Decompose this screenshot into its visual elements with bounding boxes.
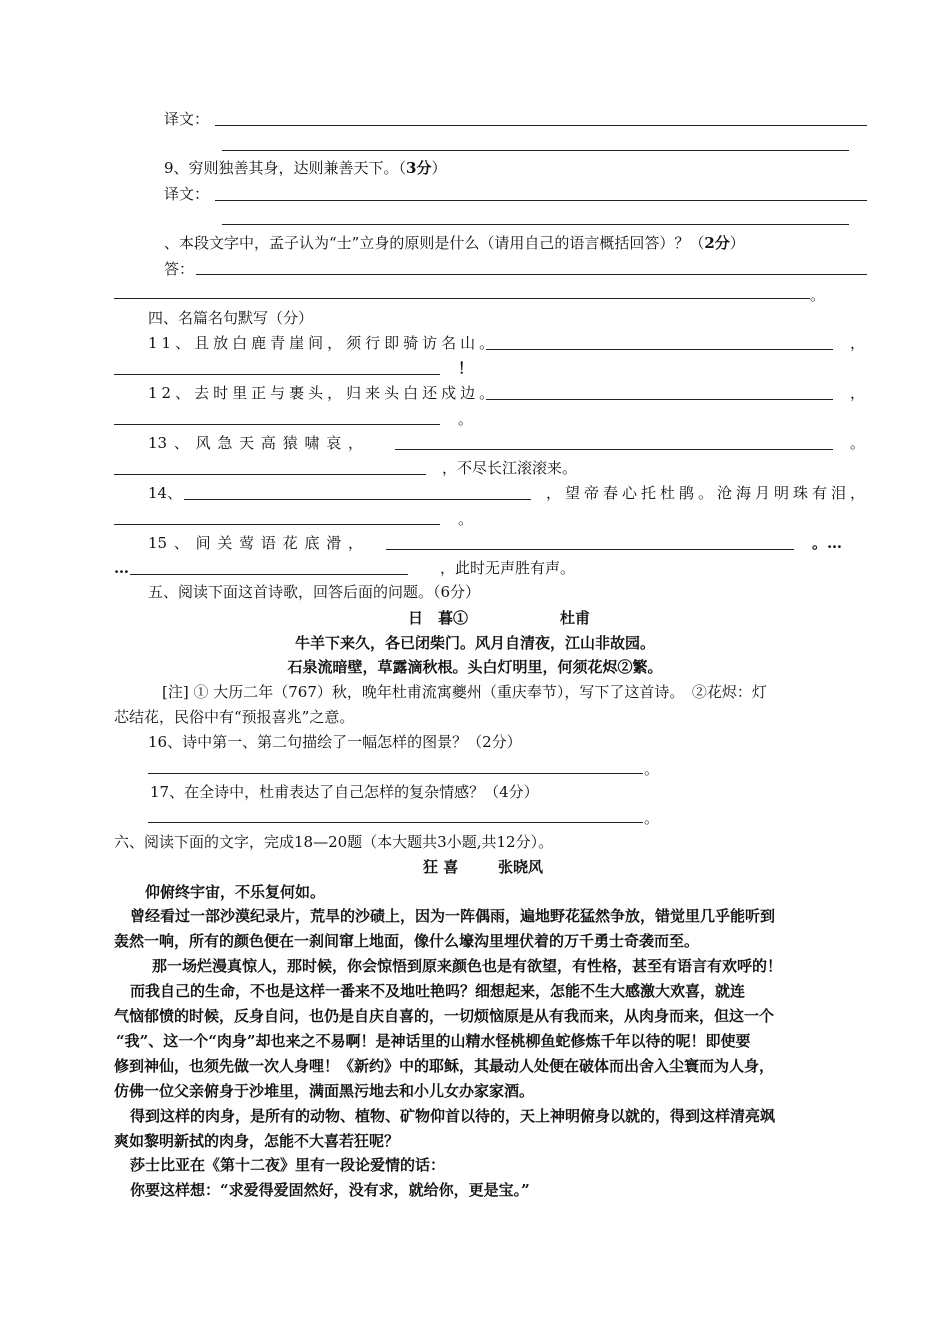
question-15-line2: ，此时无声胜有声。 bbox=[440, 559, 576, 577]
blank-line[interactable] bbox=[130, 574, 408, 575]
blank-line[interactable] bbox=[486, 349, 833, 350]
question-11: 11、且放白鹿青崖间，须行即骑访名山。 bbox=[148, 334, 499, 352]
answer-line[interactable] bbox=[215, 125, 867, 126]
punctuation: 。 bbox=[458, 510, 474, 528]
blank-line[interactable] bbox=[395, 449, 833, 450]
essay-paragraph: 莎士比亚在《第十二夜》里有一段论爱情的话： bbox=[130, 1156, 446, 1174]
punctuation: ， bbox=[850, 334, 866, 352]
essay-paragraph: 得到这样的肉身，是所有的动物、植物、矿物仰首以待的，天上神明俯身以就的，得到这样清亮飒 bbox=[130, 1107, 776, 1125]
answer-line[interactable] bbox=[114, 298, 810, 299]
essay-paragraph: 而我自己的生命，不也是这样一番来不及地吐艳吗？细想起来，怎能不生大感激大欢喜，就连 bbox=[130, 982, 746, 1000]
answer-label: 答： bbox=[164, 260, 195, 278]
answer-line[interactable] bbox=[148, 822, 643, 823]
poem-author: 杜甫 bbox=[560, 609, 591, 627]
essay-paragraph-cont: “我”、这一个“肉身”却也来之不易啊！是神话里的山精水怪桃柳鱼蛇修炼千年以待的呢！即使要 bbox=[116, 1032, 751, 1050]
answer-line[interactable] bbox=[222, 150, 849, 151]
punctuation: 。 bbox=[810, 286, 826, 304]
essay-author: 张晓风 bbox=[498, 858, 544, 876]
punctuation: 。 bbox=[644, 760, 660, 778]
answer-line[interactable] bbox=[148, 773, 643, 774]
answer-line[interactable] bbox=[215, 200, 867, 201]
blank-line[interactable] bbox=[386, 549, 794, 550]
punctuation: 。 bbox=[644, 809, 660, 827]
essay-title: 狂 喜 bbox=[423, 858, 459, 876]
answer-line[interactable] bbox=[196, 274, 867, 275]
essay-paragraph-cont: 爽如黎明新拭的肉身，怎能不大喜若狂呢？ bbox=[114, 1132, 400, 1150]
ellipsis: … bbox=[114, 559, 129, 577]
blank-line[interactable] bbox=[114, 524, 440, 525]
blank-line[interactable] bbox=[184, 499, 531, 500]
punctuation: ， bbox=[850, 384, 866, 402]
question-12: 12、去时里正与裹头，归来头白还戍边。 bbox=[148, 384, 499, 402]
question-13: 13 、 风 急 天 高 猿 啸 哀 ， bbox=[148, 434, 364, 452]
question-15: 15 、 间 关 莺 语 花 底 滑 ， bbox=[148, 534, 364, 552]
poem-title: 日 暮① bbox=[408, 609, 469, 627]
essay-paragraph-cont: 修到神仙，也须先做一次人身哩！《新约》中的耶稣，其最动人处便在破体而出舍入尘寰而为人身， bbox=[114, 1057, 775, 1075]
essay-paragraph-cont: 仿佛一位父亲俯身于沙堆里，满面黑污地去和小儿女办家家酒。 bbox=[114, 1082, 535, 1100]
essay-paragraph: 你要这样想：“求爱得爱固然好，没有求，就给你，更是宝。” bbox=[130, 1181, 530, 1199]
punctuation: ！ bbox=[458, 359, 474, 377]
poem-line-1: 牛羊下来久，各已闭柴门。风月自清夜，江山非故园。 bbox=[294, 634, 655, 652]
question-14: 14、 bbox=[148, 484, 183, 502]
translation-label: 译文： bbox=[164, 110, 210, 128]
blank-line[interactable] bbox=[114, 424, 440, 425]
essay-paragraph: 那一场烂漫真惊人，那时候，你会惊悟到原来颜色也是有欲望，有性格，甚至有语言有欢呼的！ bbox=[152, 957, 783, 975]
blank-line[interactable] bbox=[114, 374, 440, 375]
punctuation: 。 bbox=[458, 410, 474, 428]
question-10: 、本段文字中，孟子认为“士”立身的原则是什么（请用自己的语言概括回答）？（2分） bbox=[164, 234, 745, 252]
blank-line[interactable] bbox=[114, 474, 426, 475]
question-9: 9、穷则独善其身，达则兼善天下。（3分） bbox=[164, 159, 447, 177]
poem-line-2: 石泉流暗壁，草露滴秋根。头白灯明里，何须花烬②繁。 bbox=[287, 658, 663, 676]
question-14-line: ，望帝春心托杜鹃。沧海月明珠有泪， bbox=[546, 484, 870, 502]
essay-paragraph-cont: 气恼郁愤的时候，反身自问，也仍是自庆自喜的，一切烦恼原是从有我而来，从肉身而来，但这一个 bbox=[114, 1007, 775, 1025]
question-13-line2: ，不尽长江滚滚来。 bbox=[442, 459, 578, 477]
essay-paragraph-cont: 轰然一响，所有的颜色便在一刹间窜上地面，像什么壕沟里埋伏着的万千勇士奇袭而至。 bbox=[114, 932, 700, 950]
answer-line[interactable] bbox=[222, 224, 849, 225]
question-17: 17、在全诗中，杜甫表达了自己怎样的复杂情感？（4分） bbox=[150, 783, 539, 801]
blank-line[interactable] bbox=[486, 399, 833, 400]
punctuation: 。 bbox=[850, 434, 866, 452]
poem-note-cont: 芯结花，民俗中有“预报喜兆”之意。 bbox=[114, 708, 355, 726]
essay-paragraph: 仰俯终宇宙，不乐复何如。 bbox=[145, 883, 326, 901]
essay-paragraph: 曾经看过一部沙漠纪录片，荒旱的沙碛上，因为一阵偶雨，遍地野花猛然争放，错觉里几乎能听到 bbox=[130, 907, 776, 925]
section-6-heading: 六、阅读下面的文字，完成18—20题（本大题共3小题,共12分）。 bbox=[114, 833, 554, 851]
poem-note: [注] ① 大历二年（767）秋，晚年杜甫流寓夔州（重庆奉节），写下了这首诗。 ②花烬：灯 bbox=[162, 683, 767, 701]
ellipsis: 。… bbox=[812, 534, 843, 552]
question-16: 16、诗中第一、第二句描绘了一幅怎样的图景？（2分） bbox=[148, 733, 522, 751]
section-4-heading: 四、名篇名句默写（分） bbox=[148, 309, 314, 327]
section-5-heading: 五、阅读下面这首诗歌，回答后面的问题。（6分） bbox=[148, 583, 481, 601]
translation-label: 译文： bbox=[164, 185, 210, 203]
